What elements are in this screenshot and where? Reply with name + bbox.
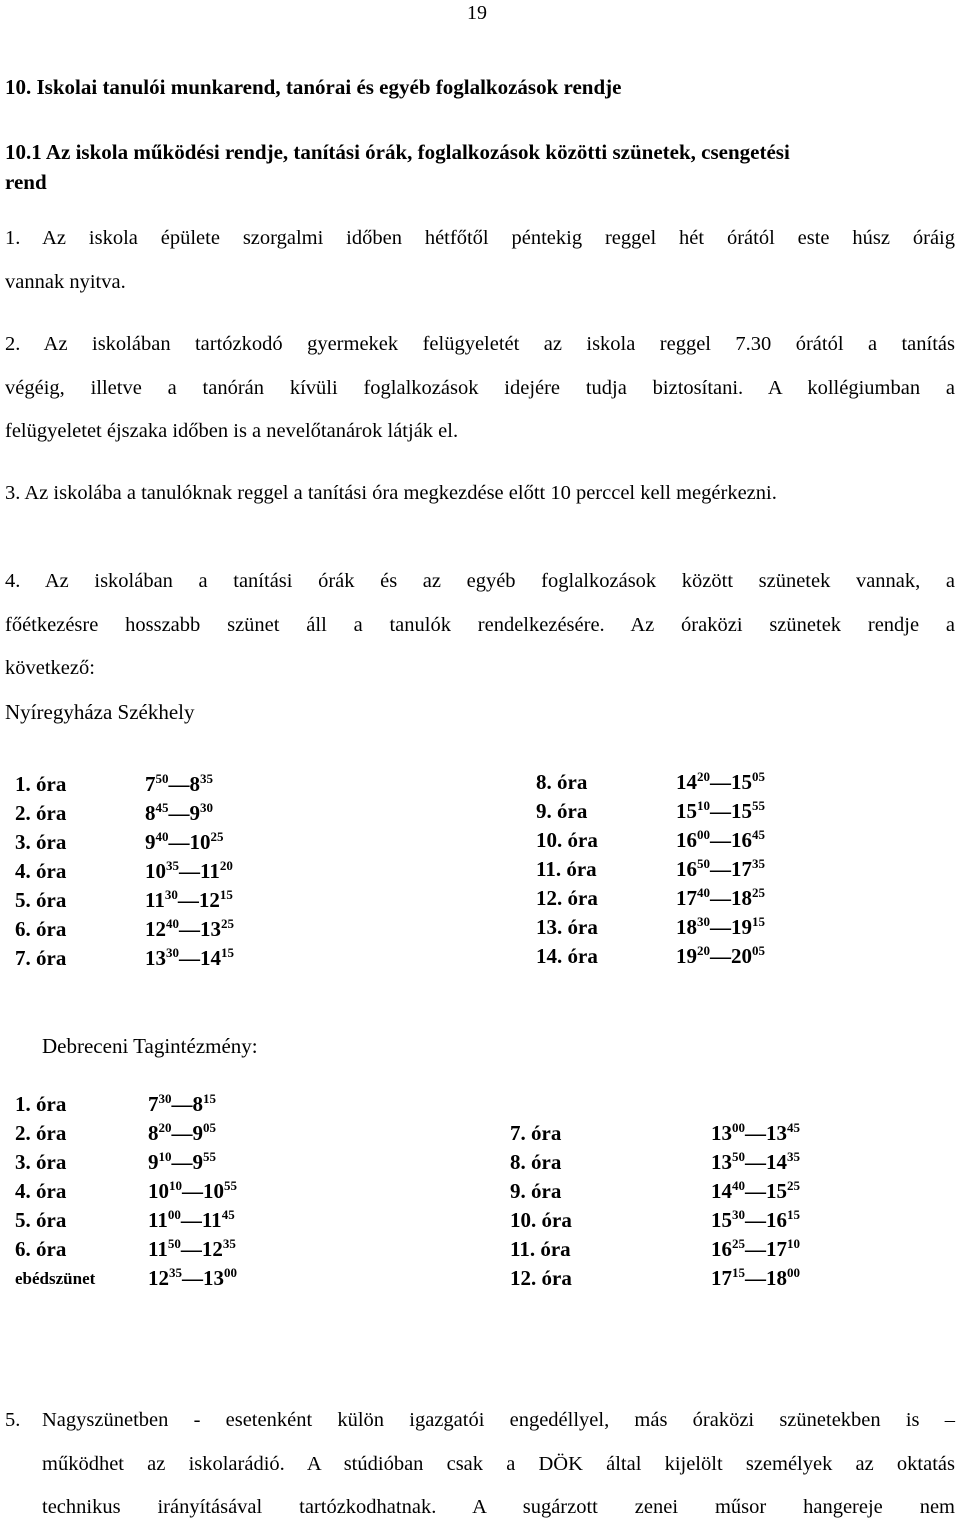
lesson-label: 7. óra [510, 1121, 562, 1145]
lesson-time [148, 1179, 237, 1204]
start-hour: 16 [676, 828, 697, 852]
lesson-time [711, 1208, 800, 1233]
end-hour: 13 [200, 917, 221, 941]
paragraph-2-line2: végéig, illetve a tanórán kívüli foglalkozások idejére tudja biztosítani. A kollégiumban a [5, 377, 955, 399]
lesson-label: ebédszünet [15, 1269, 96, 1288]
paragraph-4-line2: főétkezésre hosszabb szünet áll a tanulók rendelkezésére. Az óraközi szünetek rendje a [5, 614, 955, 636]
lesson-label: 4. óra [15, 859, 67, 883]
time-dash: — [179, 917, 200, 941]
start-minute: 50 [732, 1149, 745, 1164]
page-number: 19 [467, 2, 487, 24]
lesson-label: 9. óra [536, 799, 588, 823]
paragraph-1-line1: 1. Az iskola épülete szorgalmi időben hétfőtől péntekig reggel hét órától este húsz óráig [5, 227, 955, 249]
start-hour: 13 [711, 1150, 732, 1174]
lesson-time [148, 1121, 216, 1146]
lesson-label: 1. óra [15, 1092, 67, 1116]
lesson-time [711, 1121, 800, 1146]
end-hour: 10 [189, 830, 211, 854]
start-hour: 11 [148, 1237, 168, 1261]
start-minute: 00 [732, 1120, 745, 1135]
lesson-label: 7. óra [15, 946, 67, 970]
time-dash: — [710, 828, 731, 852]
start-hour: 8 [148, 1121, 159, 1145]
start-hour: 12 [148, 1266, 169, 1290]
time-dash: — [710, 770, 731, 794]
paragraph-4-line3: következő: [5, 657, 95, 679]
start-hour: 10 [145, 859, 166, 883]
lesson-label: 6. óra [15, 1237, 67, 1261]
location-debrecen: Debreceni Tagintézmény: [42, 1034, 258, 1058]
start-hour: 17 [711, 1266, 732, 1290]
paragraph-2-line3: felügyeletet éjszaka időben is a nevelőtanárok látják el. [5, 420, 459, 442]
time-dash: — [745, 1121, 766, 1145]
end-hour: 14 [200, 946, 221, 970]
lesson-label: 9. óra [510, 1179, 562, 1203]
end-minute: 25 [752, 885, 765, 900]
start-hour: 7 [148, 1092, 159, 1116]
end-hour: 19 [731, 915, 752, 939]
end-minute: 15 [752, 914, 765, 929]
lesson-label: 1. óra [15, 772, 67, 796]
end-hour: 15 [766, 1179, 787, 1203]
end-hour: 18 [731, 886, 752, 910]
start-hour: 7 [145, 772, 156, 796]
start-hour: 14 [676, 770, 697, 794]
time-dash: — [182, 1266, 203, 1290]
end-minute: 05 [203, 1120, 216, 1135]
end-hour: 9 [192, 1150, 203, 1174]
lesson-time [145, 946, 234, 971]
end-minute: 35 [752, 856, 765, 871]
start-minute: 50 [155, 771, 169, 786]
end-hour: 12 [201, 1237, 223, 1261]
start-minute: 20 [697, 769, 710, 784]
end-minute: 45 [787, 1120, 800, 1135]
paragraph-4-line1: 4. Az iskolában a tanítási órák és az egyéb foglalkozások között szünetek vannak, a [5, 570, 955, 592]
lesson-time [676, 915, 765, 940]
lesson-time [676, 770, 765, 795]
lesson-time [148, 1150, 216, 1175]
lesson-label: 11. óra [536, 857, 597, 881]
lesson-label: 6. óra [15, 917, 67, 941]
end-hour: 11 [201, 1208, 222, 1232]
lesson-label: 14. óra [536, 944, 598, 968]
end-minute: 55 [203, 1149, 216, 1164]
lesson-time [145, 830, 224, 855]
start-hour: 16 [711, 1237, 732, 1261]
end-hour: 13 [203, 1266, 224, 1290]
end-hour: 10 [203, 1179, 224, 1203]
lesson-time [145, 859, 233, 884]
end-hour: 9 [192, 1121, 203, 1145]
end-minute: 30 [200, 800, 213, 815]
end-minute: 35 [787, 1149, 800, 1164]
time-dash: — [168, 772, 190, 796]
end-hour: 20 [731, 944, 752, 968]
start-minute: 40 [732, 1178, 745, 1193]
start-hour: 8 [145, 801, 156, 825]
time-dash: — [745, 1179, 766, 1203]
start-minute: 40 [697, 885, 710, 900]
start-hour: 11 [145, 888, 165, 912]
start-minute: 15 [732, 1265, 745, 1280]
lesson-time [676, 799, 765, 824]
start-minute: 30 [697, 914, 710, 929]
start-minute: 20 [158, 1120, 172, 1135]
time-dash: — [710, 944, 731, 968]
lesson-label: 11. óra [510, 1237, 571, 1261]
time-dash: — [710, 857, 731, 881]
end-minute: 15 [219, 887, 233, 902]
end-minute: 55 [224, 1178, 237, 1193]
lesson-time [676, 828, 765, 853]
end-minute: 35 [200, 771, 213, 786]
lesson-time [145, 772, 213, 797]
start-minute: 00 [167, 1207, 181, 1222]
time-dash: — [177, 888, 199, 912]
lesson-time [148, 1266, 237, 1291]
lesson-label: 8. óra [510, 1150, 562, 1174]
time-dash: — [179, 946, 200, 970]
start-hour: 16 [676, 857, 697, 881]
end-hour: 17 [766, 1237, 787, 1261]
start-hour: 15 [711, 1208, 732, 1232]
end-minute: 15 [203, 1091, 216, 1106]
start-minute: 30 [732, 1207, 745, 1222]
start-hour: 14 [711, 1179, 732, 1203]
time-dash: — [182, 1179, 203, 1203]
end-minute: 05 [752, 943, 765, 958]
end-minute: 00 [224, 1265, 237, 1280]
start-hour: 13 [711, 1121, 732, 1145]
end-minute: 25 [210, 829, 224, 844]
end-minute: 05 [752, 769, 765, 784]
lesson-time [676, 857, 765, 882]
lesson-label: 2. óra [15, 1121, 67, 1145]
subsection-title-line2: rend [5, 170, 47, 194]
end-hour: 13 [766, 1121, 787, 1145]
start-minute: 10 [697, 798, 710, 813]
paragraph-5-line3: technikus irányításával tartózkodhatnak. A sugárzott zenei műsor hangereje nem [42, 1496, 955, 1518]
end-hour: 8 [192, 1092, 203, 1116]
start-minute: 20 [697, 943, 710, 958]
start-minute: 00 [697, 827, 710, 842]
lesson-time [145, 917, 234, 942]
time-dash: — [171, 1092, 193, 1116]
end-hour: 9 [189, 801, 200, 825]
end-minute: 15 [221, 945, 234, 960]
time-dash: — [171, 1121, 193, 1145]
subsection-title-line1: 10.1 Az iskola működési rendje, tanítási órák, foglalkozások közötti szünetek, csengetési [5, 140, 790, 164]
start-hour: 17 [676, 886, 697, 910]
lesson-time [676, 944, 765, 969]
time-dash: — [168, 801, 190, 825]
end-hour: 8 [189, 772, 200, 796]
end-minute: 15 [787, 1207, 800, 1222]
start-hour: 15 [676, 799, 697, 823]
start-minute: 10 [169, 1178, 182, 1193]
end-minute: 00 [787, 1265, 800, 1280]
end-minute: 25 [787, 1178, 800, 1193]
paragraph-5-line1: Nagyszünetben - esetenként külön igazgatói engedéllyel, más óraközi szünetekben is – [42, 1409, 955, 1431]
paragraph-2-line1: 2. Az iskolában tartózkodó gyermekek felügyeletét az iskola reggel 7.30 órától a tanítás [5, 333, 955, 355]
start-minute: 50 [167, 1236, 181, 1251]
start-hour: 19 [676, 944, 697, 968]
lesson-label: 3. óra [15, 830, 67, 854]
lesson-label: 8. óra [536, 770, 588, 794]
end-hour: 12 [198, 888, 220, 912]
end-hour: 17 [731, 857, 752, 881]
lesson-label: 4. óra [15, 1179, 67, 1203]
section-title: 10. Iskolai tanulói munkarend, tanórai és egyéb foglalkozások rendje [5, 75, 622, 99]
start-minute: 50 [697, 856, 710, 871]
paragraph-5-line2: működhet az iskolarádió. A stúdióban csak a DÖK által kijelölt személyek az oktatás [42, 1453, 955, 1475]
time-dash: — [180, 1208, 202, 1232]
start-minute: 30 [166, 945, 179, 960]
lesson-label: 12. óra [536, 886, 598, 910]
lesson-label: 2. óra [15, 801, 67, 825]
start-minute: 35 [169, 1265, 182, 1280]
end-minute: 55 [752, 798, 765, 813]
end-minute: 10 [787, 1236, 800, 1251]
start-hour: 11 [148, 1208, 168, 1232]
location-nyiregyhaza: Nyíregyháza Székhely [5, 700, 195, 724]
lesson-label: 13. óra [536, 915, 598, 939]
end-hour: 18 [766, 1266, 787, 1290]
time-dash: — [168, 830, 190, 854]
lesson-time [711, 1266, 800, 1291]
paragraph-1-line2: vannak nyitva. [5, 271, 126, 293]
end-hour: 14 [766, 1150, 787, 1174]
lesson-time [148, 1092, 216, 1117]
start-minute: 40 [155, 829, 169, 844]
time-dash: — [710, 799, 731, 823]
end-hour: 11 [200, 859, 220, 883]
lesson-label: 10. óra [536, 828, 598, 852]
lesson-time [711, 1150, 800, 1175]
time-dash: — [171, 1150, 193, 1174]
time-dash: — [180, 1237, 202, 1261]
lesson-time [148, 1208, 235, 1233]
lesson-time [148, 1237, 236, 1262]
lesson-time [145, 888, 233, 913]
lesson-label: 12. óra [510, 1266, 572, 1290]
end-hour: 16 [766, 1208, 787, 1232]
lesson-time [711, 1179, 800, 1204]
start-minute: 10 [158, 1149, 172, 1164]
end-minute: 45 [752, 827, 765, 842]
start-hour: 12 [145, 917, 166, 941]
start-minute: 35 [166, 858, 179, 873]
paragraph-5-number: 5. [5, 1409, 21, 1431]
lesson-time [145, 801, 213, 826]
lesson-label: 3. óra [15, 1150, 67, 1174]
time-dash: — [745, 1266, 766, 1290]
end-hour: 15 [731, 770, 752, 794]
time-dash: — [745, 1150, 766, 1174]
lesson-label: 10. óra [510, 1208, 572, 1232]
end-minute: 25 [221, 916, 234, 931]
time-dash: — [710, 915, 731, 939]
lesson-label: 5. óra [15, 1208, 67, 1232]
start-hour: 10 [148, 1179, 169, 1203]
start-minute: 30 [158, 1091, 172, 1106]
start-hour: 9 [148, 1150, 159, 1174]
start-minute: 45 [155, 800, 169, 815]
start-minute: 40 [166, 916, 179, 931]
start-hour: 18 [676, 915, 697, 939]
end-hour: 15 [731, 799, 752, 823]
end-hour: 16 [731, 828, 752, 852]
start-hour: 13 [145, 946, 166, 970]
start-minute: 30 [164, 887, 178, 902]
end-minute: 35 [222, 1236, 236, 1251]
end-minute: 45 [221, 1207, 235, 1222]
start-hour: 9 [145, 830, 156, 854]
paragraph-3: 3. Az iskolába a tanulóknak reggel a tanítási óra megkezdése előtt 10 perccel kell megérkezni. [5, 482, 777, 504]
time-dash: — [179, 859, 200, 883]
lesson-time [676, 886, 765, 911]
end-minute: 20 [219, 858, 233, 873]
time-dash: — [745, 1208, 766, 1232]
lesson-time [711, 1237, 800, 1262]
lesson-label: 5. óra [15, 888, 67, 912]
start-minute: 25 [732, 1236, 745, 1251]
time-dash: — [745, 1237, 766, 1261]
time-dash: — [710, 886, 731, 910]
